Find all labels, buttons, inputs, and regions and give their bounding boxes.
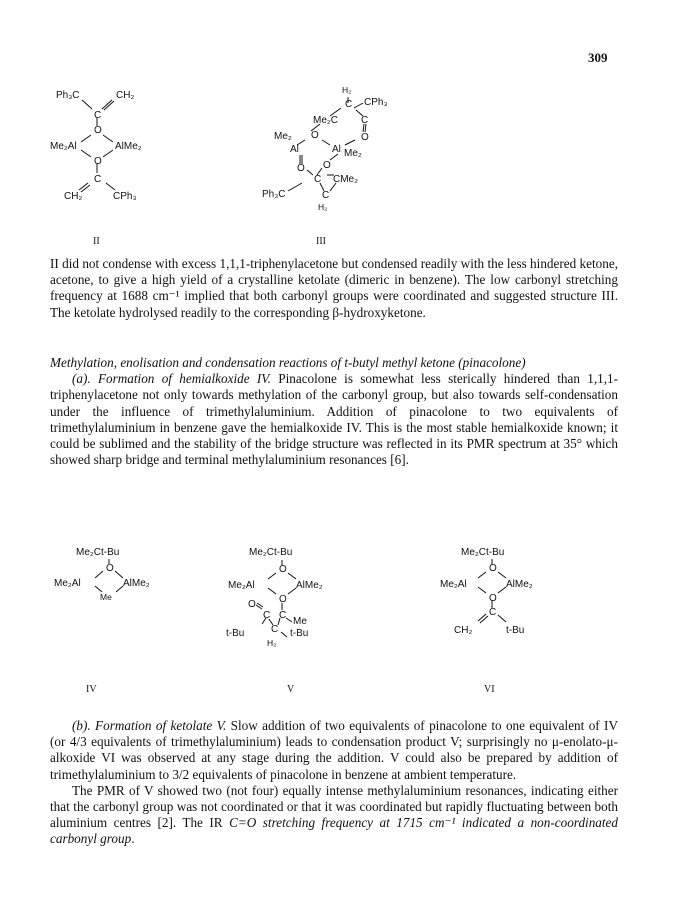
c-right-label: C [279,610,287,621]
me-label: Me [293,616,307,627]
c-top-label: C [94,110,102,121]
me2-right-label: Me₂ [344,148,362,159]
paragraph-pmr-text-a: The PMR of V showed two (not four) equally intense methylaluminium resonances, indicating either that the carbonyl group was not coordinated or that it was coordinated but rapidly fluctuating between both aluminium centres [2]. The IR [50,782,618,831]
c-top-label: C [345,99,353,110]
h2-label: H₂ [267,638,277,648]
c-bottom-label: C [322,190,330,201]
paragraph-block-2 [50,355,618,468]
ch2-label: CH₂ [454,625,473,636]
top-label: Me₂Ct-Bu [76,547,120,558]
label-IV: IV [86,684,97,695]
c-left-label: C [263,610,271,621]
h2-bottom-label: H₂ [318,202,328,212]
h2-top-label: H₂ [342,85,352,95]
paragraph-block-3 [50,718,618,848]
al-left-label: Al [290,144,299,155]
c-bottom-label: C [94,174,102,185]
cme2-label: CMe₂ [333,174,358,185]
o-right-label: O [361,132,369,143]
almez-label: AlMe₂ [115,141,142,152]
me2al-label: Me₂Al [54,578,81,589]
top-label: Me₂Ct-Bu [461,547,505,558]
almez-label: AlMe₂ [506,579,533,590]
ch2-top-label: CH₂ [116,90,135,101]
me2-left-label: Me₂ [274,131,292,142]
ph3c-top-label: Ph₃C [56,90,80,101]
paragraph-ketolate-v [50,718,618,783]
paragraph-pmr [50,783,618,848]
label-VI: VI [484,684,495,695]
me2al-label: Me₂Al [50,141,77,152]
c-label: C [489,607,497,618]
c-left-label: C [314,174,322,185]
o-top-label: O [311,130,319,141]
o-top-label: O [94,125,102,136]
cph3-bottom-label: CPh₃ [113,191,137,202]
o-top-label: O [279,564,287,575]
c-mid-label: C [271,624,279,635]
ch2-bottom-label: CH₂ [64,191,83,202]
structure-III [262,85,388,212]
paragraph-pmr-text-c: . [131,831,135,847]
almez-label: AlMe₂ [123,578,150,589]
o-mid-label: O [489,593,497,604]
structure-V [226,547,323,648]
o-mid-label: O [279,594,287,605]
o-bottom-label: O [323,160,331,171]
o-top-label: O [489,563,497,574]
me2al-label: Me₂Al [440,579,467,590]
paragraph-pmr-text-b: C=O stretching frequency at 1715 cm⁻¹ indicated a non-coordinated carbonyl group [50,815,618,847]
o-bottom-label: O [94,156,102,167]
me2al-label: Me₂Al [228,580,255,591]
me2c-label: Me₂C [313,115,338,126]
structure-VI [440,547,533,636]
paragraph-block-1 [50,256,618,321]
paragraph-hemialkoxide-text: Pinacolone is somewhat less sterically hindered than 1,1,1-triphenylacetone not only towards methylation of the carbonyl group, but also towards self-condensation under the influence of trimethylaluminium. Addition of pinacolone to two equivalents of trimethylaluminium in benzene gave the hemialkoxide IV. This is the most stable hemialkoxide known; it could be sublimed and the stability of the bridge structure was reflected in its PMR spectrum at 35° which showed sharp bridge and terminal methylaluminium resonances [6]. [50,371,618,468]
al-right-label: Al [332,144,341,155]
structure-IV [54,547,150,602]
tbu-label: t-Bu [506,625,525,636]
subheading-b: (b). Formation of ketolate V. [72,718,227,733]
cph3-label: CPh₃ [364,97,388,108]
paragraph-ketolate: II did not condense with excess 1,1,1-triphenylacetone but condensed readily with the less hindered ketone, acetone, to give a high yield of a crystalline ketolate (dimeric in benzene). The low carbonyl stretching frequency at 1688 cm⁻¹ implied that both carbonyl groups were coordinated and suggested structure III. The ketolate hydrolysed readily to the corresponding β-hydroxyketone. [50,256,618,320]
page-number: 309 [588,50,608,65]
label-V: V [287,684,295,695]
label-III: III [316,236,326,247]
label-II: II [93,236,100,247]
tbu-right-label: t-Bu [290,628,309,639]
section-heading: Methylation, enolisation and condensation reactions of t-butyl methyl ketone (pinacolone) [50,355,526,370]
o-top-label: O [106,563,114,574]
c-right-label: C [361,115,369,126]
tbu-left-label: t-Bu [226,628,245,639]
o-left-label: O [248,599,256,610]
o-left-label: O [297,163,305,174]
paragraph-hemialkoxide [50,371,618,468]
almez-label: AlMe₂ [296,580,323,591]
paragraph-ketolate-v-text: Slow addition of two equivalents of pinacolone to one equivalent of IV (or 4/3 equivalents of trimethylaluminium) leads to condensation product V; surprisingly no μ-enolato-μ-alkoxide VI was observed at any stage during the addition. V could also be prepared by addition of trimethylaluminium to 3/2 equivalents of pinacolone in benzene at ambient temperature. [50,718,618,782]
structure-II [50,90,142,202]
ph3c-label: Ph₃C [262,189,286,200]
top-label: Me₂Ct-Bu [249,547,293,558]
me-label: Me [100,592,112,602]
subheading-a: (a). Formation of hemialkoxide IV. [72,371,271,387]
